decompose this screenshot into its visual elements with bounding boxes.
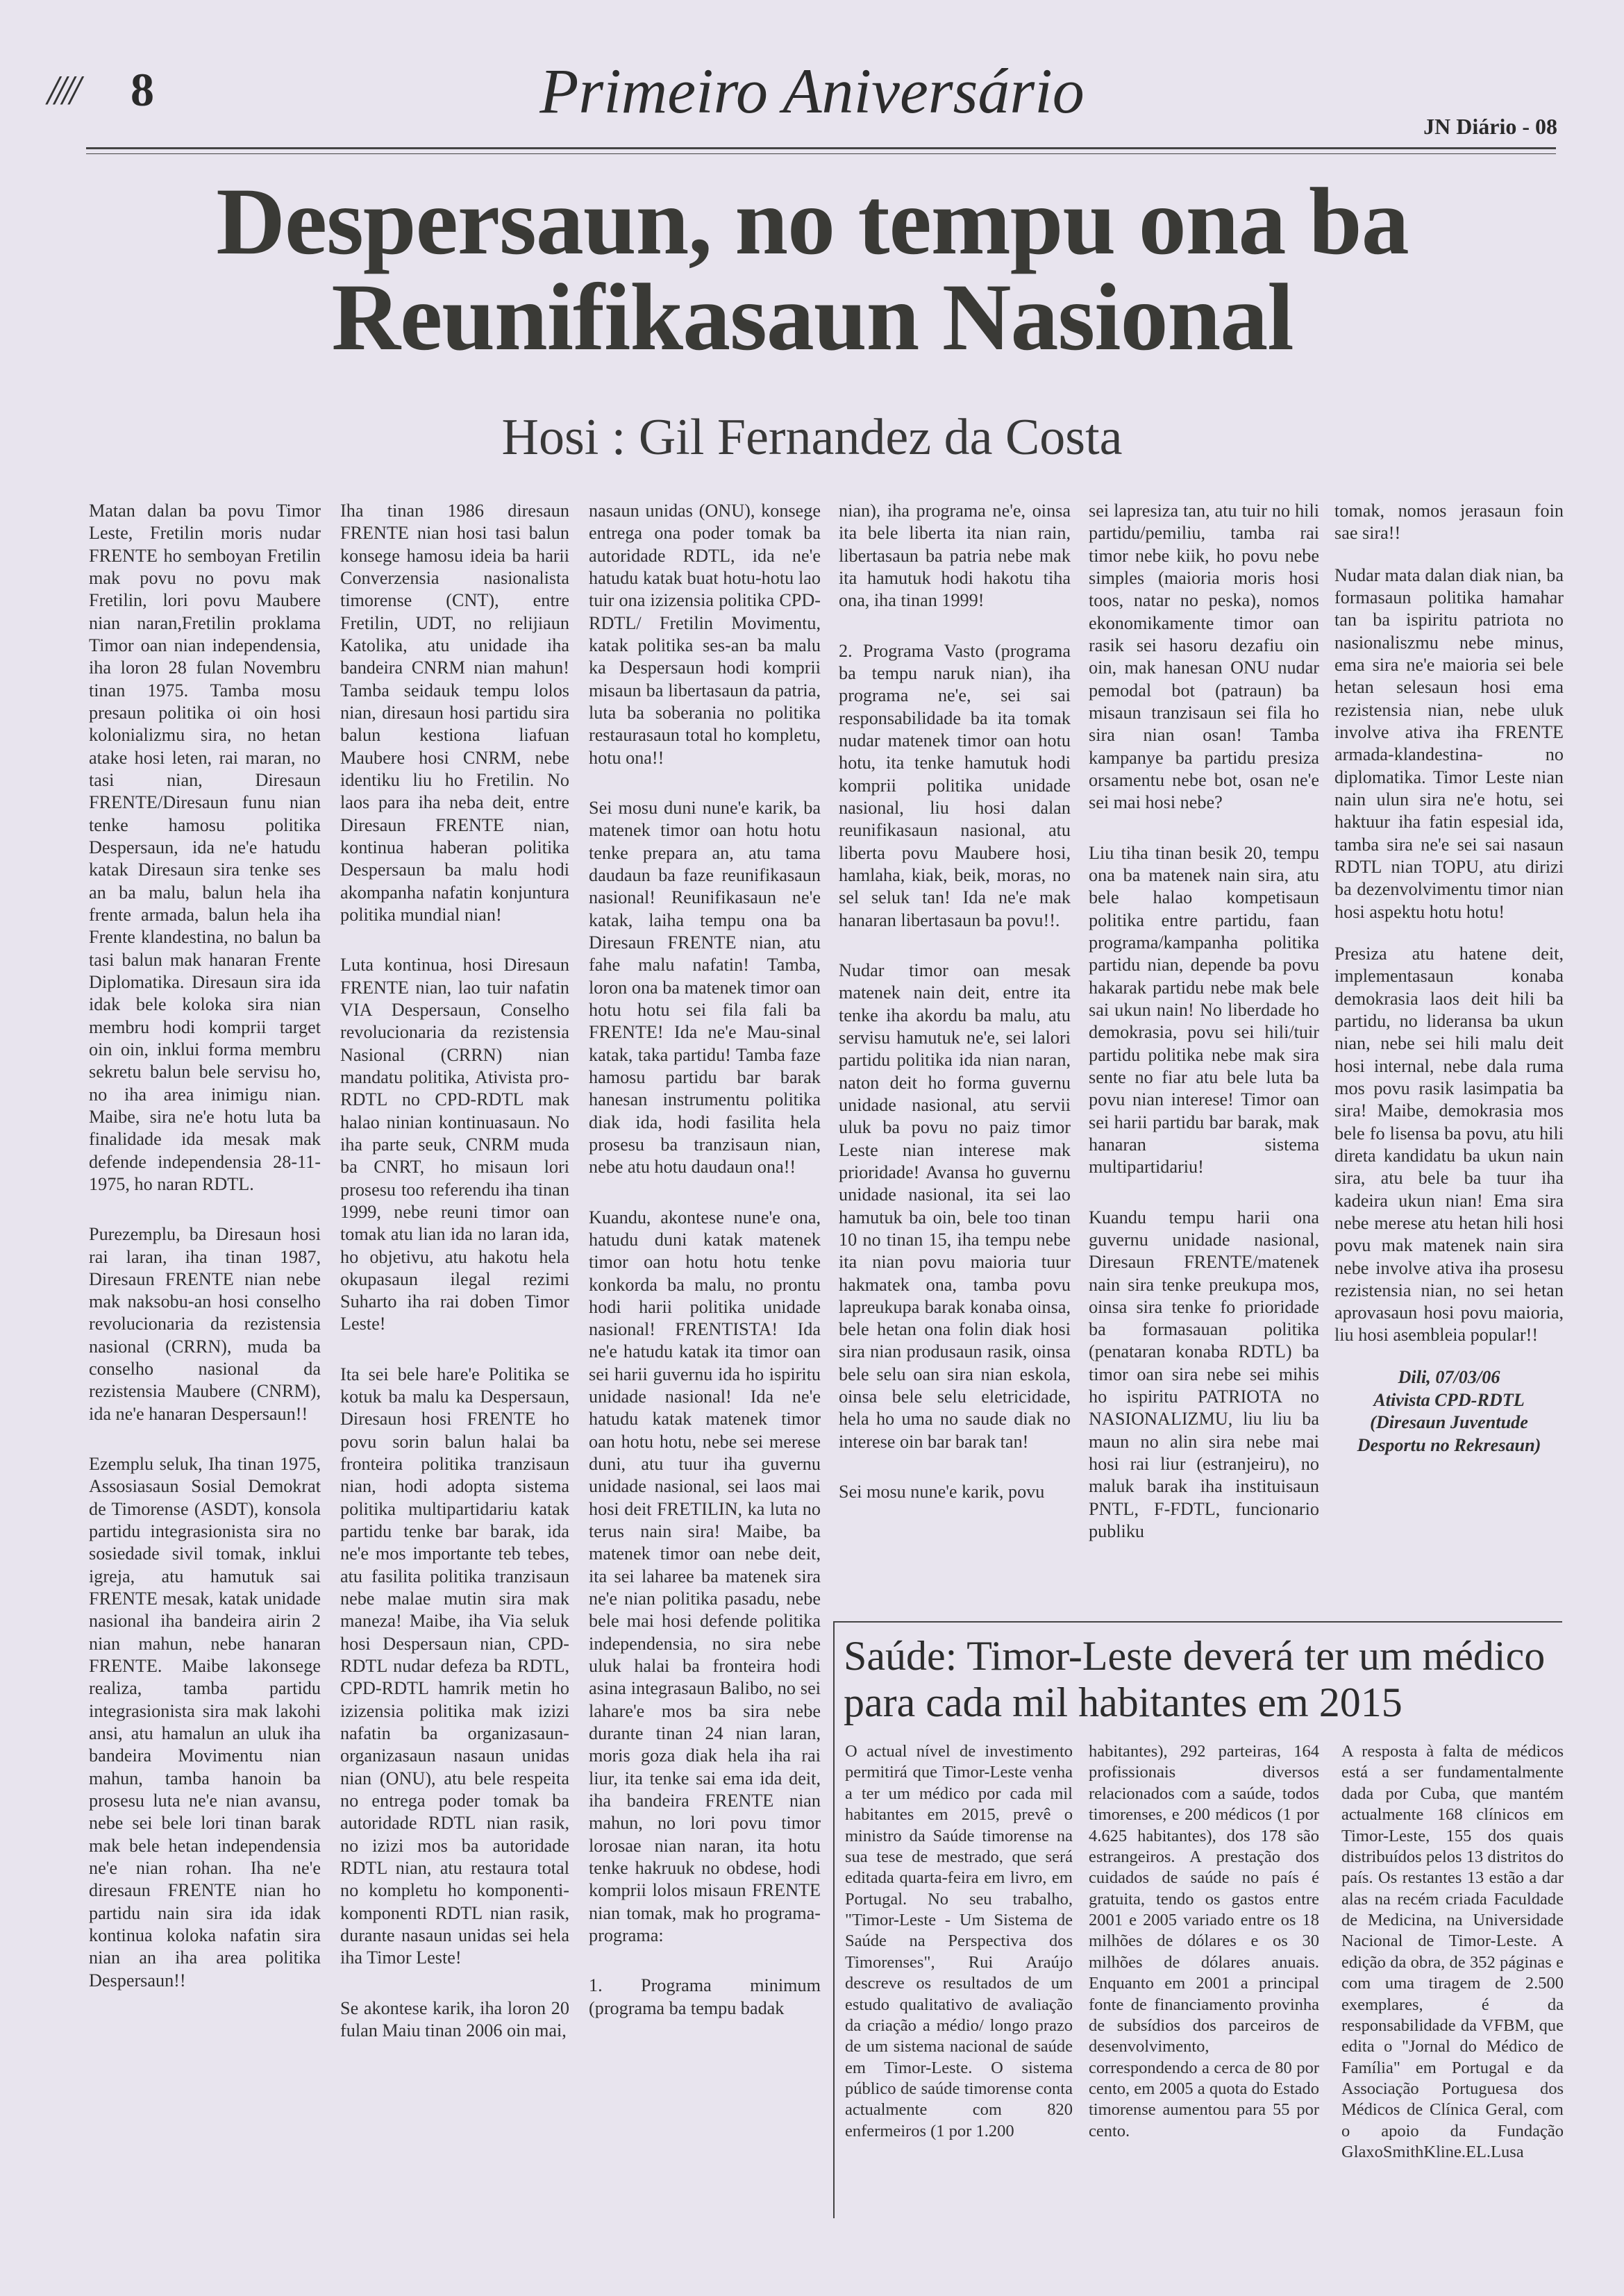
paragraph: Iha tinan 1986 diresaun FRENTE nian hosi tasi balun konsege hamosu ideia ba harii Converzensia nasionalista timorense (CNT), entre Fretilin, UDT, no relijiaun Katolika, atu unidade iha bandeira CNRM nian mahun! Tamba seidauk tempu lolos nian, diresaun hosi partidu sira balun kestiona liafuan Maubere hosi CNRM, nebe identiku liu ho Fretilin. No laos para iha neba deit, entre Diresaun FRENTE nian, kontinua haberan politika Despersaun ba malu hodi akompanha nafatin konjuntura politika mundial nian! xyxy=(340,501,569,925)
headline-line-2: Reunifikasaun Nasional xyxy=(331,264,1294,370)
headline-line-1: Despersaun, no tempu ona ba xyxy=(216,168,1409,274)
article-column-1 xyxy=(89,500,321,2020)
paragraph: Ezemplu seluk, Iha tinan 1975, Assosiasaun Sosial Demokrat de Timorense (ASDT), konsola partidu integrasionista sira no sosiedade sivil tomak, inklui igreja, atu hamutuk sai FRENTE mesak, katak unidade nasional iha bandeira airin 2 nian mahun, nebe hanaran FRENTE. Maibe lakonsege realiza, tamba partidu integrasionista sira mak lakohi ansi, atu hamalun an uluk iha bandeira Movimentu nian mahun, tamba hanoin ba prosesu luta ne'e nian avansu, nebe sei bele lori tinan barak mak bele hetan independensia ne'e nian rohan. Iha ne'e diresaun FRENTE nian ho partidu nain sira ida idak kontinua koloka nafatin sira nian an iha area politika Despersaun!! xyxy=(89,1454,321,1991)
sidebar-column-3 xyxy=(1341,1741,1564,2163)
article-column-3 xyxy=(589,500,821,2047)
paragraph: O actual nível de investimento permitirá que Timor-Leste venha a ter um médico por cada mil habitantes em 2015, prevê o ministro da Saúde timorense na sua tese de mestrado, que será editada quarta-feira em livro, em Portugal. No seu trabalho, "Timor-Leste - Um Sistema de Saúde na Perspectiva dos Timorenses", Rui Araújo descreve os resultados de um estudo qualitativo de avaliação da criação a médio/ longo prazo de um sistema nacional de saúde em Timor-Leste. O sistema público de saúde timorense conta actualmente com 820 enfermeiros (1 por 1.200 xyxy=(845,1742,1073,2140)
header-rule-thin xyxy=(86,153,1556,154)
sidebar-headline: Saúde: Timor-Leste deverá ter um médico para cada mil habitantes em 2015 xyxy=(844,1633,1546,1726)
signature-dept: (Diresaun Juventude xyxy=(1370,1412,1528,1433)
section-title: Primeiro Aniversário xyxy=(539,56,1085,126)
paragraph: tomak, nomos jerasaun foin sae sira!! xyxy=(1334,501,1564,544)
paragraph: Liu tiha tinan besik 20, tempu ona ba matenek nain sira, atu bele halao kompetisaun politika entre partidu, faan programa/kampanha politika partidu nian, depende ba povu hakarak partidu nebe mak bele sai ukun nain! No liberdade ho demokrasia, povu sei hili/tuir partidu politika nebe mak sira sente no fiar atu bele luta ba povu nian interese! Timor oan sei harii partidu bar barak, mak hanaran sistema multipartidariu! xyxy=(1089,842,1319,1178)
paragraph: 1. Programa minimum (programa ba tempu badak xyxy=(589,1975,821,2018)
paragraph: Ita sei bele hare'e Politika se kotuk ba malu ka Despersaun, Diresaun hosi FRENTE ho povu sorin balun halai ba fronteira politika tranzisaun nian, hodi adopta sistema politika multipartidariu katak partidu tenke bar barak, ida ne'e mos importante teb tebes, atu fasilita politika tranzisaun nebe malae mutin sira mak maneza! Maibe, iha Via seluk hosi Despersaun nian, CPD-RDTL nudar defeza ba RDTL, CPD-RDTL hamrik metin ho izizensia politika mak izizi nafatin ba organizasaun-organizasaun nasaun unidas nian (ONU), atu bele respeita no entrega poder tomak ba autoridade RDTL nian rasik, no izizi mos ba autoridade RDTL nian, atu restaura total no kompletu ho komponenti-komponenti RDTL nian rasik, durante nasaun unidas sei hela iha Timor Leste! xyxy=(340,1364,569,1968)
edition-label: JN Diário - 08 xyxy=(1423,114,1557,139)
header-rule xyxy=(86,147,1556,149)
paragraph: Sei mosu duni nune'e karik, ba matenek timor oan hotu hotu tenke prepara an, atu tama daudaun ba faze reunifikasaun nasional! Reunifikasaun ne'e katak, laiha tempu ona ba Diresaun FRENTE nian, atu fahe malu nafatin! Tamba, loron ona ba matenek timor oan hotu hotu sei fila fali ba FRENTE! Ida ne'e Mau-sinal katak, taka partidu! Tamba faze hamosu partidu bar barak hanesan instrumentu politika diak ida, hodi fasilita hela prosesu ba tranzisaun nian, nebe atu hotu daudaun ona!! xyxy=(589,797,821,1178)
paragraph: A resposta à falta de médicos está a ser fundamentalmente dada por Cuba, que mantém actualmente 168 clínicos em Timor-Leste, 155 dos quais distribuídos pelos 13 distritos do país. Os restantes 13 estão a dar alas na recém criada Faculdade de Medicina, na Universidade Nacional de Timor-Leste. A edição da obra, de 352 páginas e com uma tiragem de 2.500 exemplares, é da responsabilidade da VFBM, que edita o "Jornal do Médico de Família" em Portugal e da Associação Portuguesa dos Médicos de Clínica Geral, com o apoio da Fundação GlaxoSmithKline.EL.Lusa xyxy=(1341,1742,1564,2162)
paragraph: Luta kontinua, hosi Diresaun FRENTE nian, lao tuir nafatin VIA Despersaun, Conselho revolucionaria da rezistensia Nasional (CRRN) nian mandatu politika, Ativista pro-RDTL no CPD-RDTL mak halao ninian kontinuasaun. No iha parte seuk, CNRM muda ba CNRT, ho misaun lori prosesu too referendu iha tinan 1999, nebe reuni timor oan tomak atu lian ida no laran ida, ho objetivu, atu hakotu hela okupasaun ilegal rezimi Suharto iha rai doben Timor Leste! xyxy=(340,955,569,1334)
signature-org: Ativista CPD-RDTL xyxy=(1373,1389,1525,1410)
paragraph: Se akontese karik, iha loron 20 fulan Maiu tinan 2006 oin mai, xyxy=(340,1997,569,2041)
paragraph: sei lapresiza tan, atu tuir no hili partidu/pemiliu, tamba rai timor nebe kiik, ho povu nebe simples (maioria moris hosi toos, natar no peska), nomos ekonomikamente timor oan rasik sei hasoru dezafiu oin oin, mak hanesan ONU nudar pemodal bot (patraun) ba misaun tranzisaun sei fila ho sira nian osan! Tamba kampanye ba partidu presiza orsamentu nebe bot, osan ne'e sei mai hosi nebe? xyxy=(1089,501,1319,813)
paragraph: Purezemplu, ba Diresaun hosi rai laran, iha tinan 1987, Diresaun FRENTE nian nebe mak naksobu-an hosi conselho revolucionaria da rezistensia nasional (CRRN), muda ba conselho nasional da rezistensia Maubere (CNRM), ida ne'e hanaran Despersaun!! xyxy=(89,1224,321,1424)
signature-dept-2: Desportu no Rekresaun) xyxy=(1357,1435,1541,1456)
paragraph: nasaun unidas (ONU), konsege entrega ona poder tomak ba autoridade RDTL, ida ne'e hatudu katak buat hotu-hotu lao tuir ona izizensia politika CPD-RDTL/ Fretilin Movimentu, katak politika ses-an ba malu ka Despersaun hodi komprii misaun ba libertasaun da patria, luta ba soberania no politika restaurasaun total ho kompletu, hotu ona!! xyxy=(589,501,821,768)
page-number: 8 xyxy=(131,63,154,116)
article-headline xyxy=(83,168,1541,370)
sidebar-border-top xyxy=(833,1621,1562,1623)
article-column-6 xyxy=(1334,500,1564,1457)
article-byline: Hosi : Gil Fernandez da Costa xyxy=(501,409,1123,466)
article-column-2 xyxy=(340,500,569,2070)
signature-place-date: Dili, 07/03/06 xyxy=(1398,1366,1500,1387)
paragraph: Sei mosu nune'e karik, povu xyxy=(839,1482,1045,1502)
article-signature xyxy=(1334,1366,1564,1457)
paragraph: Presiza atu hatene deit, implementasaun konaba demokrasia laos deit hili ba partidu, no lideransa ba ukun nian, nebe sei hili malu deit hosi internal, nebe dala ruma mos povu rasik lasimpatia ba sira! Maibe, demokrasia mos bele fo lisensa ba povu, atu hili direta kandidatu ba ukun nain sira, atu bele ba tuur iha kadeira ukun nian! Ema sira nebe merese atu hetan hili hosi povu mak matenek nain sira nebe involve ativa iha prosesu rezistensia nian, no sei hetan aprovasaun hosi povu maioria, liu hosi asembleia popular!! xyxy=(1334,943,1564,1346)
article-column-4 xyxy=(839,500,1071,1531)
article-column-5 xyxy=(1089,500,1319,1570)
sidebar-column-1 xyxy=(845,1741,1073,2142)
paragraph: Matan dalan ba povu Timor Leste, Fretilin moris nudar FRENTE ho semboyan Fretilin mak povu no povu mak Fretilin, lori povu Maubere nian naran,Fretilin proklama Timor oan nian independensia, iha loron 28 fulan Novembru tinan 1975. Tamba mosu presaun politika oi oin hosi kolonializmu sira, no hetan atake hosi leten, rai maran, no tasi nian, Diresaun FRENTE/Diresaun funu nian tenke hamosu politika Despersaun, ida ne'e hatudu katak Diresaun sira tenke ses an ba malu, balun hela iha frente armada, balun hela iha Frente klandestina, no balun ba tasi balun mak hanaran Frente Diplomatika. Diresaun sira ida idak bele koloka sira nian membru hodi komprii target oin oin, inklui forma membru sekretu balun bele servisu ho, no iha area inimigu nian. Maibe, sira ne'e hotu luta ba finalidade ida mesak mak defende independensia 28-11-1975, ho naran RDTL. xyxy=(89,501,321,1194)
paragraph: Kuandu, akontese nune'e ona, hatudu duni katak matenek timor oan hotu hotu tenke konkorda ba malu, no prontu hodi harii politika unidade nasional! FRENTISTA! Ida ne'e hatudu katak ita timor oan sei harii guvernu ida ho ispiritu unidade nasional! Ida ne'e hatudu katak matenek timor oan hotu hotu, nebe sei merese duni, atu tuur iha guvernu unidade nasional, sei laos mai hosi deit FRETILIN, ka luta no terus nain sira! Maibe, ba matenek timor oan nebe deit, ita sei laharee ba matenek sira ne'e nian politika pasadu, nebe bele mai hosi defende politika independensia, no sira nebe uluk halai ba fronteira hodi asina integrasaun Balibo, no sei lahare'e mos ba sira nebe durante tinan 24 nian laran, moris goza diak hela iha rai liur, ita tenke sai ema ida deit, iha bandeira FRENTE nian mahun, no lori povu timor lorosae nian naran, ita hotu tenke hakruuk no obdese, hodi komprii lolos misaun FRENTE nian tomak, mak ho programa-programa: xyxy=(589,1207,821,1946)
paragraph: Kuandu tempu harii ona guvernu unidade nasional, Diresaun FRENTE/matenek nain sira tenke preukupa mos, oinsa sira tenke fo prioridade ba formasauan politika (penataran konaba RDTL) ba timor oan sira nebe sei mihis ho ispiritu PATRIOTA no NASIONALIZMU, liu liu ba maun no alin sira nebe mai hosi rai liur (estranjeiru), no maluk barak iha instituisaun PNTL, F-FDTL, funcionario publiku xyxy=(1089,1207,1319,1542)
sidebar-border-left xyxy=(833,1621,835,2218)
paragraph: nian), iha programa ne'e, oinsa ita bele liberta ita nian rain, libertasaun ba patria nebe mak ita hamutuk hodi hakotu tiha ona, iha tinan 1999! xyxy=(839,501,1071,611)
sidebar-column-2 xyxy=(1089,1741,1319,2142)
paragraph: habitantes), 292 parteiras, 164 profissionais diversos relacionados com a saúde, todos timorenses, e 200 médicos (1 por 4.625 habitantes), dos 178 são estrangeiros. A prestação dos cuidados de saúde no país é gratuita, tendo os gastos entre 2001 e 2005 variado entre os 18 milhões de dólares e os 30 milhões de dólares anuais. Enquanto em 2001 a principal fonte de financiamento provinha de subsídios dos parceiros de desenvolvimento, correspondendo a cerca de 80 por cento, em 2005 a quota do Estado timorense aumentou para 55 por cento. xyxy=(1089,1742,1319,2140)
paragraph: Nudar mata dalan diak nian, ba formasaun politika hamahar tan ba ispiritu patriota no nasionaliszmu nebe minus, ema sira ne'e maioria sei bele hetan selesaun hosi ema rezistensia nian, nebe uluk involve ativa iha FRENTE armada-klandestina- no diplomatika. Timor Leste nian nain ulun sira ne'e hotu, sei haktuur iha fatin espesial ida, tamba sira ne'e sei sai nasaun RDTL nian TOPU, atu dirizi ba dezenvolvimentu timor nian hosi aspektu hotu hotu! xyxy=(1334,564,1564,922)
paragraph: Nudar timor oan mesak matenek nain deit, entre ita tenke iha akordu ba malu, atu servisu hamutuk ne'e, sei lalori partidu politika ida nian naran, naton deit ho forma guvernu unidade nasional, atu servii uluk ba povu no paiz timor Leste nian interese mak prioridade! Avansa ho guvernu unidade nasional, ita sei lao hamutuk ba oin, bele too tinan 10 no tinan 15, iha tempu nebe ita nian povu maioria tuur hakmatek ona, tamba povu lapreukupa barak konaba oinsa, bele hetan ona folin diak hosi sira nian produsaun rasik, oinsa bele selu oan sira nian eskola, oinsa bele selu eletricidade, hela ho uma no saude diak no interese oin bar barak tan! xyxy=(839,960,1071,1452)
paragraph: 2. Programa Vasto (programa ba tempu naruk nian), iha programa ne'e, sei sai responsabilidade ba ita tomak nudar matenek timor oan hotu hotu, ita tenke hamutuk hodi komprii politika unidade nasional, liu hosi dalan reunifikasaun nasional, atu liberta povu Maubere hosi, hamlaha, kiak, beik, moras, no sel seluk tan! Ida ne'e mak hanaran libertasaun ba povu!!. xyxy=(839,640,1071,930)
page-number-slashes: //// xyxy=(47,67,77,113)
